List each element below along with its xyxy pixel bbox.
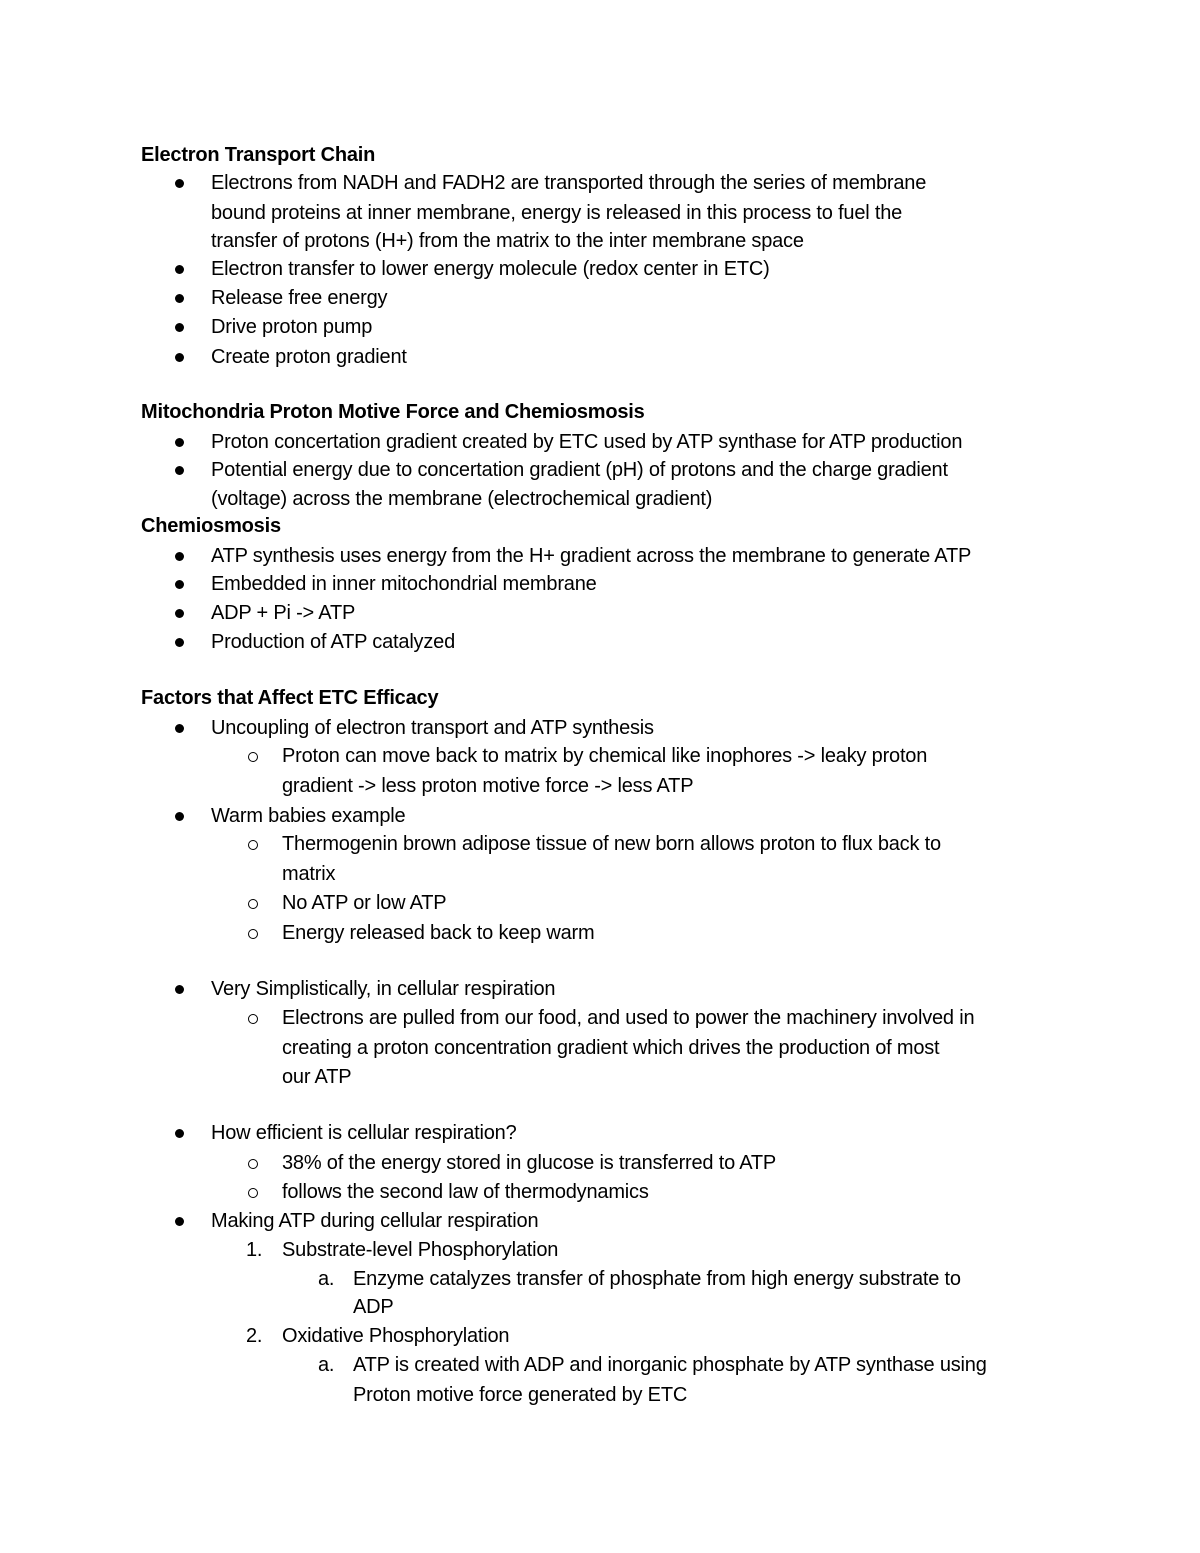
bullet-icon [175,1129,184,1138]
sub-list-item: Energy released back to keep warm [282,922,595,944]
list-item-continuation: bound proteins at inner membrane, energy is released in this process to fuel the [211,202,903,224]
bullet-icon [175,466,184,475]
list-item-continuation: transfer of protons (H+) from the matrix to the inter membrane space [211,230,804,252]
lettered-list-item-continuation: Proton motive force generated by ETC [353,1384,688,1406]
bullet-icon [175,638,184,647]
list-item: Drive proton pump [211,316,373,338]
numbered-marker: 2. [246,1325,263,1347]
bullet-icon [175,609,184,618]
list-item: Potential energy due to concertation gradient (pH) of protons and the charge gradient [211,459,948,481]
list-item: Electrons from NADH and FADH2 are transported through the series of membrane [211,172,927,194]
bullet-icon [175,265,184,274]
list-item: Very Simplistically, in cellular respiration [211,978,556,1000]
circle-bullet-icon [248,929,258,939]
sub-list-item: No ATP or low ATP [282,892,447,914]
lettered-list-item: ATP is created with ADP and inorganic phosphate by ATP synthase using [353,1354,987,1376]
bullet-icon [175,179,184,188]
numbered-list-item: Oxidative Phosphorylation [282,1325,510,1347]
bullet-icon [175,580,184,589]
list-item: Release free energy [211,287,388,309]
lettered-list-item: Enzyme catalyzes transfer of phosphate from high energy substrate to [353,1268,961,1290]
bullet-icon [175,294,184,303]
list-item: Embedded in inner mitochondrial membrane [211,573,597,595]
list-item: ATP synthesis uses energy from the H+ gradient across the membrane to generate ATP [211,545,972,567]
bullet-icon [175,552,184,561]
sub-list-item: Thermogenin brown adipose tissue of new born allows proton to flux back to [282,833,941,855]
circle-bullet-icon [248,899,258,909]
heading-chemiosmosis: Chemiosmosis [141,515,281,537]
list-item: Warm babies example [211,805,406,827]
sub-list-item-continuation: our ATP [282,1066,352,1088]
sub-list-item: follows the second law of thermodynamics [282,1181,649,1203]
circle-bullet-icon [248,840,258,850]
heading-factors-etc-efficacy: Factors that Affect ETC Efficacy [141,687,439,709]
list-item: Electron transfer to lower energy molecule (redox center in ETC) [211,258,770,280]
list-item: How efficient is cellular respiration? [211,1122,517,1144]
sub-list-item-continuation: creating a proton concentration gradient which drives the production of most [282,1037,940,1059]
numbered-list-item: Substrate-level Phosphorylation [282,1239,559,1261]
sub-list-item: 38% of the energy stored in glucose is transferred to ATP [282,1152,777,1174]
lettered-marker: a. [318,1268,335,1290]
sub-list-item-continuation: gradient -> less proton motive force -> less ATP [282,775,694,797]
circle-bullet-icon [248,1188,258,1198]
sub-list-item: Proton can move back to matrix by chemical like inophores -> leaky proton [282,745,928,767]
circle-bullet-icon [248,1014,258,1024]
circle-bullet-icon [248,1159,258,1169]
bullet-icon [175,438,184,447]
sub-list-item-continuation: matrix [282,863,336,885]
bullet-icon [175,724,184,733]
numbered-marker: 1. [246,1239,263,1261]
list-item: Create proton gradient [211,346,407,368]
heading-electron-transport-chain: Electron Transport Chain [141,144,376,166]
bullet-icon [175,353,184,362]
bullet-icon [175,812,184,821]
bullet-icon [175,323,184,332]
list-item: ADP + Pi -> ATP [211,602,356,624]
heading-proton-motive-force: Mitochondria Proton Motive Force and Chemiosmosis [141,401,645,423]
list-item: Making ATP during cellular respiration [211,1210,539,1232]
circle-bullet-icon [248,752,258,762]
list-item-continuation: (voltage) across the membrane (electrochemical gradient) [211,488,713,510]
lettered-marker: a. [318,1354,335,1376]
bullet-icon [175,985,184,994]
list-item: Uncoupling of electron transport and ATP synthesis [211,717,654,739]
lettered-list-item-continuation: ADP [353,1296,394,1318]
bullet-icon [175,1217,184,1226]
list-item: Production of ATP catalyzed [211,631,456,653]
list-item: Proton concertation gradient created by ETC used by ATP synthase for ATP production [211,431,963,453]
sub-list-item: Electrons are pulled from our food, and used to power the machinery involved in [282,1007,975,1029]
